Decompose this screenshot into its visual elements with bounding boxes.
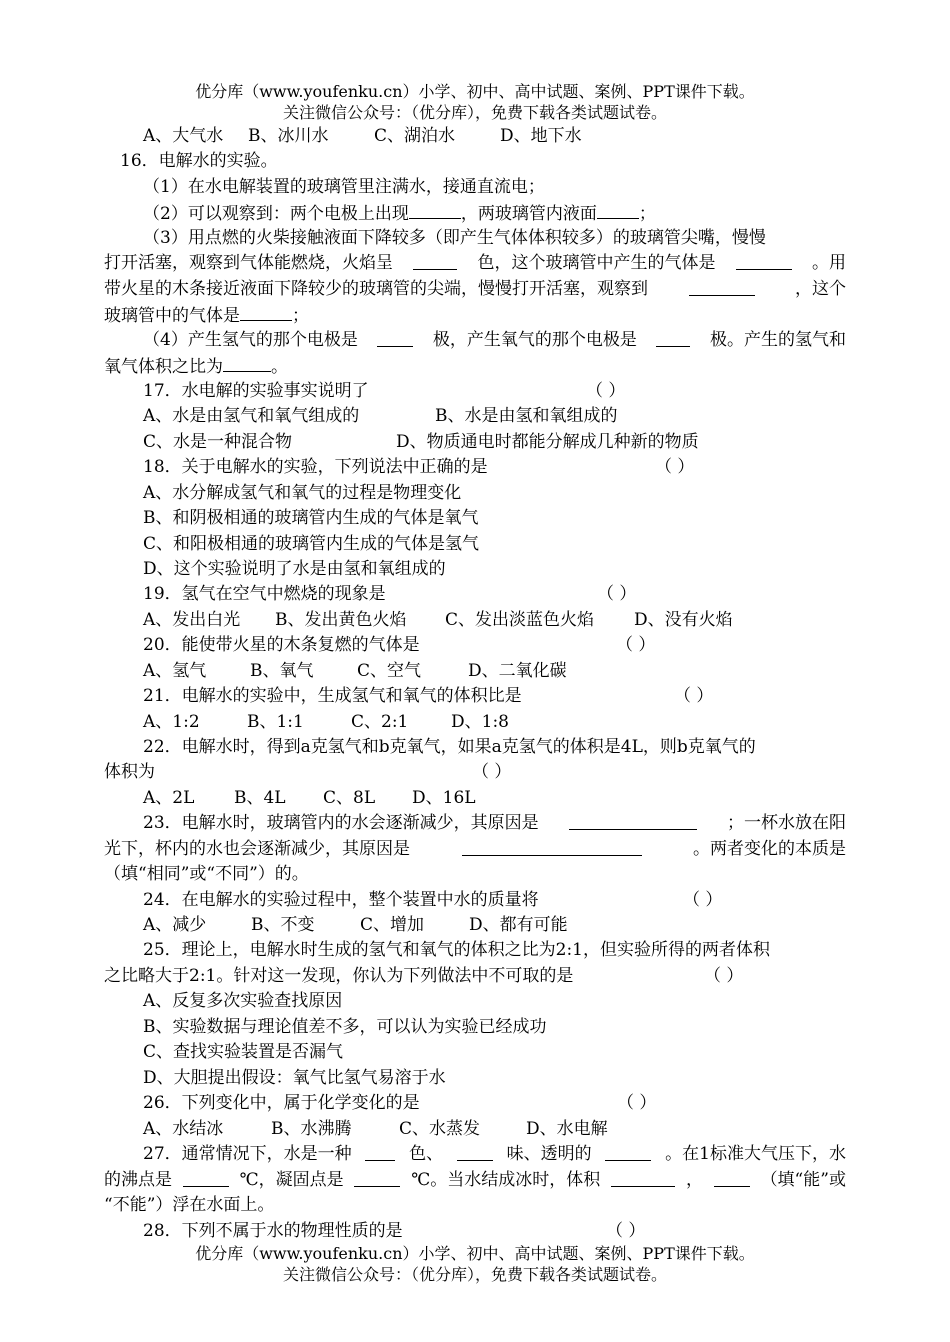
q22-option-d: D、16L bbox=[412, 788, 476, 808]
q18-option-a: A、水分解成氢气和氧气的过程是物理变化 bbox=[143, 483, 462, 503]
q16-blank-ratio bbox=[223, 353, 271, 372]
q22-line-2: 体积为 bbox=[104, 762, 155, 782]
q19-stem: 19．氢气在空气中燃烧的现象是 bbox=[143, 584, 386, 604]
q27-blank-freezing-point bbox=[354, 1168, 400, 1187]
q17-stem: 17．水电解的实验事实说明了 bbox=[143, 381, 369, 401]
q26-option-c: C、水蒸发 bbox=[399, 1119, 481, 1139]
q15-option-d: D、地下水 bbox=[500, 126, 582, 146]
q23-blank-reason-2 bbox=[462, 837, 642, 856]
q27-blank-boiling-point bbox=[183, 1168, 229, 1187]
q20-answer-paren: （ ） bbox=[616, 635, 656, 655]
q16-step-3-line-4: 玻璃管中的气体是 ； bbox=[104, 302, 309, 329]
q15-option-a: A、大气水 bbox=[143, 126, 224, 146]
q20-option-a: A、氢气 bbox=[143, 661, 207, 681]
q21-option-c: C、2:1 bbox=[351, 712, 409, 732]
q19-answer-paren: （ ） bbox=[597, 584, 637, 604]
q27-line-1: 27．通常情况下，水是一种 色、 味、透明的 。在1标准大气压下，水 bbox=[143, 1144, 846, 1164]
q19-options bbox=[143, 608, 733, 633]
q25-answer-paren: （ ） bbox=[704, 966, 744, 986]
q16-blank-level bbox=[597, 200, 639, 219]
q19-option-c: C、发出淡蓝色火焰 bbox=[445, 610, 595, 630]
q24-answer-paren: （ ） bbox=[683, 890, 723, 910]
q22-option-c: C、8L bbox=[323, 788, 376, 808]
q25-line-2: 之比略大于2:1。针对这一发现，你认为下列做法中不可取的是 bbox=[104, 966, 574, 986]
q16-step-4-line-2: 氧气体积之比为 。 bbox=[104, 353, 288, 380]
q25-line-1: 25．理论上，电解水时生成的氢气和氧气的体积之比为2:1，但实验所得的两者体积 bbox=[143, 940, 770, 960]
q16-step-3-line-3: 带火星的木条接近液面下降较少的玻璃管的尖端，慢慢打开活塞，观察到 ，这个 bbox=[104, 279, 846, 299]
q27-blank-state bbox=[605, 1142, 651, 1161]
q26-option-b: B、水沸腾 bbox=[271, 1119, 352, 1139]
q21-stem: 21．电解水的实验中，生成氢气和氧气的体积比是 bbox=[143, 686, 522, 706]
q21-options bbox=[143, 710, 509, 735]
q22-option-b: B、4L bbox=[234, 788, 286, 808]
q26-option-a: A、水结冰 bbox=[143, 1119, 224, 1139]
q20-option-d: D、二氧化碳 bbox=[468, 661, 567, 681]
q23-line-2: 光下，杯内的水也会逐渐减少，其原因是 。两者变化的本质是 bbox=[104, 839, 846, 859]
footer-line-1: 优分库（www.youfenku.cn）小学、初中、高中试题、案例、PPT课件下载。 bbox=[195, 1244, 755, 1263]
q16-blank-electrode bbox=[409, 200, 461, 219]
q27-blank-color bbox=[365, 1142, 395, 1161]
q21-option-a: A、1:2 bbox=[143, 712, 200, 732]
q21-answer-paren: （ ） bbox=[674, 686, 714, 706]
q24-option-c: C、增加 bbox=[360, 915, 425, 935]
q24-option-b: B、不变 bbox=[251, 915, 315, 935]
q19-option-d: D、没有火焰 bbox=[634, 610, 733, 630]
q27-line-3: “不能”）浮在水面上。 bbox=[104, 1195, 275, 1215]
q24-option-d: D、都有可能 bbox=[469, 915, 568, 935]
q16-step-3-line-2: 打开活塞，观察到气体能燃烧，火焰呈 色，这个玻璃管中产生的气体是 。用 bbox=[104, 253, 846, 273]
q24-stem: 24．在电解水的实验过程中，整个装置中水的质量将 bbox=[143, 890, 539, 910]
q15-option-c: C、湖泊水 bbox=[374, 126, 456, 146]
q22-line-1: 22．电解水时，得到a克氢气和b克氧气，如果a克氢气的体积是4L，则b克氧气的 bbox=[143, 737, 756, 757]
q27-blank-float bbox=[714, 1168, 750, 1187]
q22-answer-paren: （ ） bbox=[472, 762, 512, 782]
q19-option-b: B、发出黄色火焰 bbox=[275, 610, 407, 630]
q17-option-c: C、水是一种混合物 bbox=[143, 432, 293, 452]
q23-blank-reason-1 bbox=[569, 811, 697, 830]
q15-option-b: B、冰川水 bbox=[248, 126, 329, 146]
q16-step-1: （1）在水电解装置的玻璃管里注满水，接通直流电； bbox=[143, 177, 545, 197]
q16-blank-electrode-o2 bbox=[656, 328, 690, 347]
q18-stem: 18．关于电解水的实验，下列说法中正确的是 bbox=[143, 457, 488, 477]
q18-option-b: B、和阴极相通的玻璃管内生成的气体是氧气 bbox=[143, 508, 479, 528]
q18-answer-paren: （ ） bbox=[655, 457, 695, 477]
q19-option-a: A、发出白光 bbox=[143, 610, 241, 630]
q20-option-b: B、氧气 bbox=[250, 661, 314, 681]
q21-option-d: D、1:8 bbox=[451, 712, 509, 732]
q16-blank-gas-2 bbox=[240, 302, 292, 321]
q16-blank-electrode-h2 bbox=[377, 328, 413, 347]
footer-line-2: 关注微信公众号：（优分库），免费下载各类试题试卷。 bbox=[282, 1265, 667, 1284]
q18-option-d: D、这个实验说明了水是由氢和氧组成的 bbox=[143, 559, 446, 579]
q25-option-d: D、大胆提出假设：氧气比氢气易溶于水 bbox=[143, 1068, 446, 1088]
q25-option-b: B、实验数据与理论值差不多，可以认为实验已经成功 bbox=[143, 1017, 547, 1037]
q21-option-b: B、1:1 bbox=[247, 712, 304, 732]
q22-option-a: A、2L bbox=[143, 788, 195, 808]
q16-step-3-line-1: （3）用点燃的火柴接触液面下降较多（即产生气体体积较多）的玻璃管尖嘴，慢慢 bbox=[143, 228, 766, 248]
q16-blank-gas-1 bbox=[736, 251, 792, 270]
q24-option-a: A、减少 bbox=[143, 915, 207, 935]
q16-step-4-line-1: （4）产生氢气的那个电极是 极，产生氧气的那个电极是 极。产生的氢气和 bbox=[143, 330, 846, 350]
q20-option-c: C、空气 bbox=[357, 661, 422, 681]
q25-option-c: C、查找实验装置是否漏气 bbox=[143, 1042, 344, 1062]
q20-stem: 20．能使带火星的木条复燃的气体是 bbox=[143, 635, 420, 655]
q28-stem: 28．下列不属于水的物理性质的是 bbox=[143, 1221, 403, 1241]
q25-option-a: A、反复多次实验查找原因 bbox=[143, 991, 343, 1011]
q16-blank-observation bbox=[689, 277, 755, 296]
q26-stem: 26．下列变化中，属于化学变化的是 bbox=[143, 1093, 420, 1113]
header-line-1: 优分库（www.youfenku.cn）小学、初中、高中试题、案例、PPT课件下载。 bbox=[195, 82, 755, 101]
q27-line-2: 的沸点是 ℃，凝固点是 ℃。当水结成冰时，体积 ， （填“能”或 bbox=[104, 1170, 846, 1190]
q27-blank-volume bbox=[611, 1168, 675, 1187]
q17-option-a: A、水是由氢气和氧气组成的 bbox=[143, 406, 360, 426]
q26-option-d: D、水电解 bbox=[526, 1119, 608, 1139]
header-line-2: 关注微信公众号：（优分库），免费下载各类试题试卷。 bbox=[282, 103, 667, 122]
q20-options bbox=[143, 659, 567, 684]
q24-options bbox=[143, 913, 568, 938]
q26-answer-paren: （ ） bbox=[617, 1093, 657, 1113]
q16-blank-flame-color bbox=[413, 251, 457, 270]
q28-answer-paren: （ ） bbox=[606, 1221, 646, 1241]
q17-option-b: B、水是由氢和氧组成的 bbox=[435, 406, 618, 426]
q26-options bbox=[143, 1117, 608, 1142]
q23-line-1: 23．电解水时，玻璃管内的水会逐渐减少，其原因是 ；一杯水放在阳 bbox=[143, 813, 846, 833]
q22-options bbox=[143, 786, 476, 811]
q16-title: 16．电解水的实验。 bbox=[120, 151, 278, 171]
q27-blank-taste bbox=[457, 1142, 493, 1161]
q23-line-3: （填“相同”或“不同”）的。 bbox=[104, 864, 309, 884]
q18-option-c: C、和阳极相通的玻璃管内生成的气体是氢气 bbox=[143, 534, 480, 554]
q16-step-2: （2）可以观察到：两个电极上出现 ，两玻璃管内液面 ； bbox=[143, 200, 656, 227]
q17-answer-paren: （ ） bbox=[586, 381, 626, 401]
q15-options bbox=[143, 124, 582, 149]
q17-option-d: D、物质通电时都能分解成几种新的物质 bbox=[396, 432, 699, 452]
